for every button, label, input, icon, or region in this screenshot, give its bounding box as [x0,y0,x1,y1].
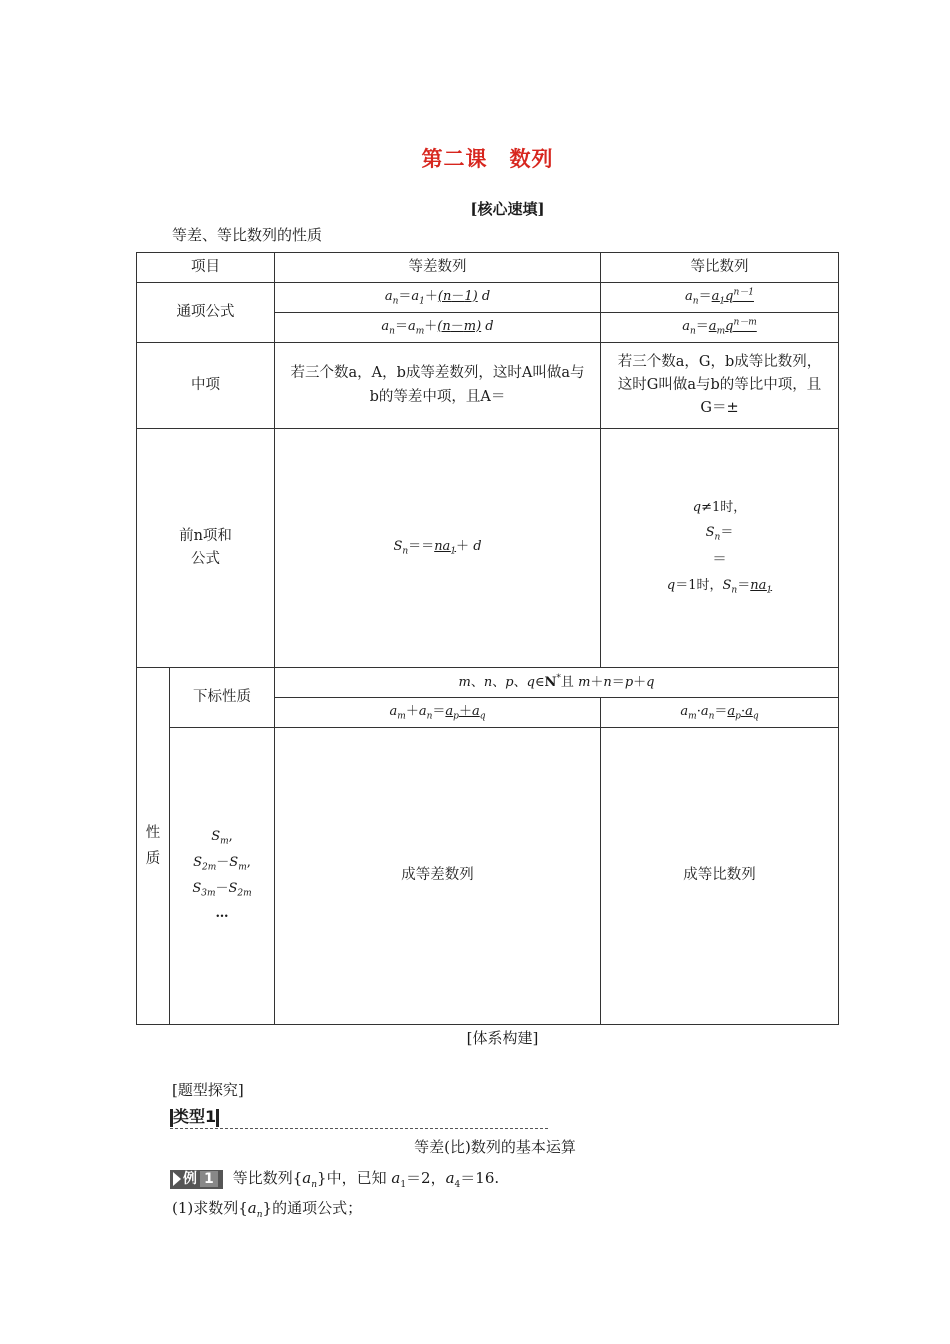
example-text: 等比数列$\{a_n\}$中，已知 $a_1=2$，$a_4=16$. [232,1169,500,1190]
arith-sum-formula: $S_n==na_1+ d$ [275,429,601,668]
type-label: 类型1 [170,1104,219,1127]
header-geom: 等比数列 [601,253,839,283]
geom-sum-line-1: q≠1时， [692,500,747,516]
properties-label: 性 质 [137,668,170,1025]
segment-ellipsis: … [215,906,229,922]
geom-general-term-2: $a_n=a_mq^{n-m}$ [601,313,839,343]
example-badge: 例 1 [170,1170,223,1189]
table-row [137,728,839,1025]
table-row [137,283,839,313]
geom-subscript-property: $a_m\cdot a_n=a_p\cdot a_q$ [601,698,839,728]
sum-label-line-1: 前n项和 [179,527,232,544]
table-header-row [137,253,839,283]
page-title: 第二课 数列 [421,146,554,171]
table-row [137,343,839,429]
geom-general-term-1: $a_n=a_1q^{n-1}$ [601,283,839,313]
bar-icon [216,1109,219,1127]
geom-sum-line-2: $S_n=$ [705,524,734,543]
properties-table [136,252,839,1025]
arith-middle-term: 若三个数a，A，b成等差数列，这时A叫做a与b的等差中项，且A＝ [275,343,601,429]
header-arith: 等差数列 [275,253,601,283]
sum-formula-label [137,429,275,668]
arith-subscript-property: $a_m+a_n=a_p+a_q$ [275,698,601,728]
arith-general-term-1: $a_n=a_1+(n-1)$ d [275,283,601,313]
segment-sums: $S_m$, $S_{2m}-S_m$, $S_{3m}-S_{2m}$ … [170,728,275,1025]
table-row [137,668,839,698]
intro-text: 等差、等比数列的性质 [172,226,323,244]
arith-segment-property: 成等差数列 [275,728,601,1025]
arrow-right-icon [173,1172,181,1186]
header-item: 项目 [137,253,275,283]
system-heading: [体系构建] [466,1029,539,1047]
explore-heading: [题型探究] [172,1081,244,1099]
section-title: 等差(比)数列的基本运算 [414,1138,576,1156]
geom-sum-formula [601,429,839,668]
general-term-label: 通项公式 [137,283,275,343]
example-line [170,1167,499,1190]
middle-term-label: 中项 [137,343,275,429]
subscript-label: 下标性质 [170,668,275,728]
geom-sum-line-3: ＝ [712,551,727,568]
sum-label-line-2: 公式 [191,551,220,567]
dashed-divider [170,1128,548,1129]
section-core-heading: [核心速填] [470,200,545,218]
subscript-condition: m、n、p、q∈N*且 m＋n＝p＋q [275,668,839,698]
table-row [137,429,839,668]
question-1: (1)求数列$\{a_n\}$的通项公式； [172,1199,363,1220]
arith-general-term-2: $a_n=a_m+(n-m)$ d [275,313,601,343]
geom-sum-line-4: q＝1时，$S_n=na_1$ [666,578,773,596]
geom-middle-term: 若三个数a，G，b成等比数列，这时G叫做a与b的等比中项，且G＝± [601,343,839,429]
geom-segment-property: 成等比数列 [601,728,839,1025]
example-number: 1 [200,1171,218,1187]
